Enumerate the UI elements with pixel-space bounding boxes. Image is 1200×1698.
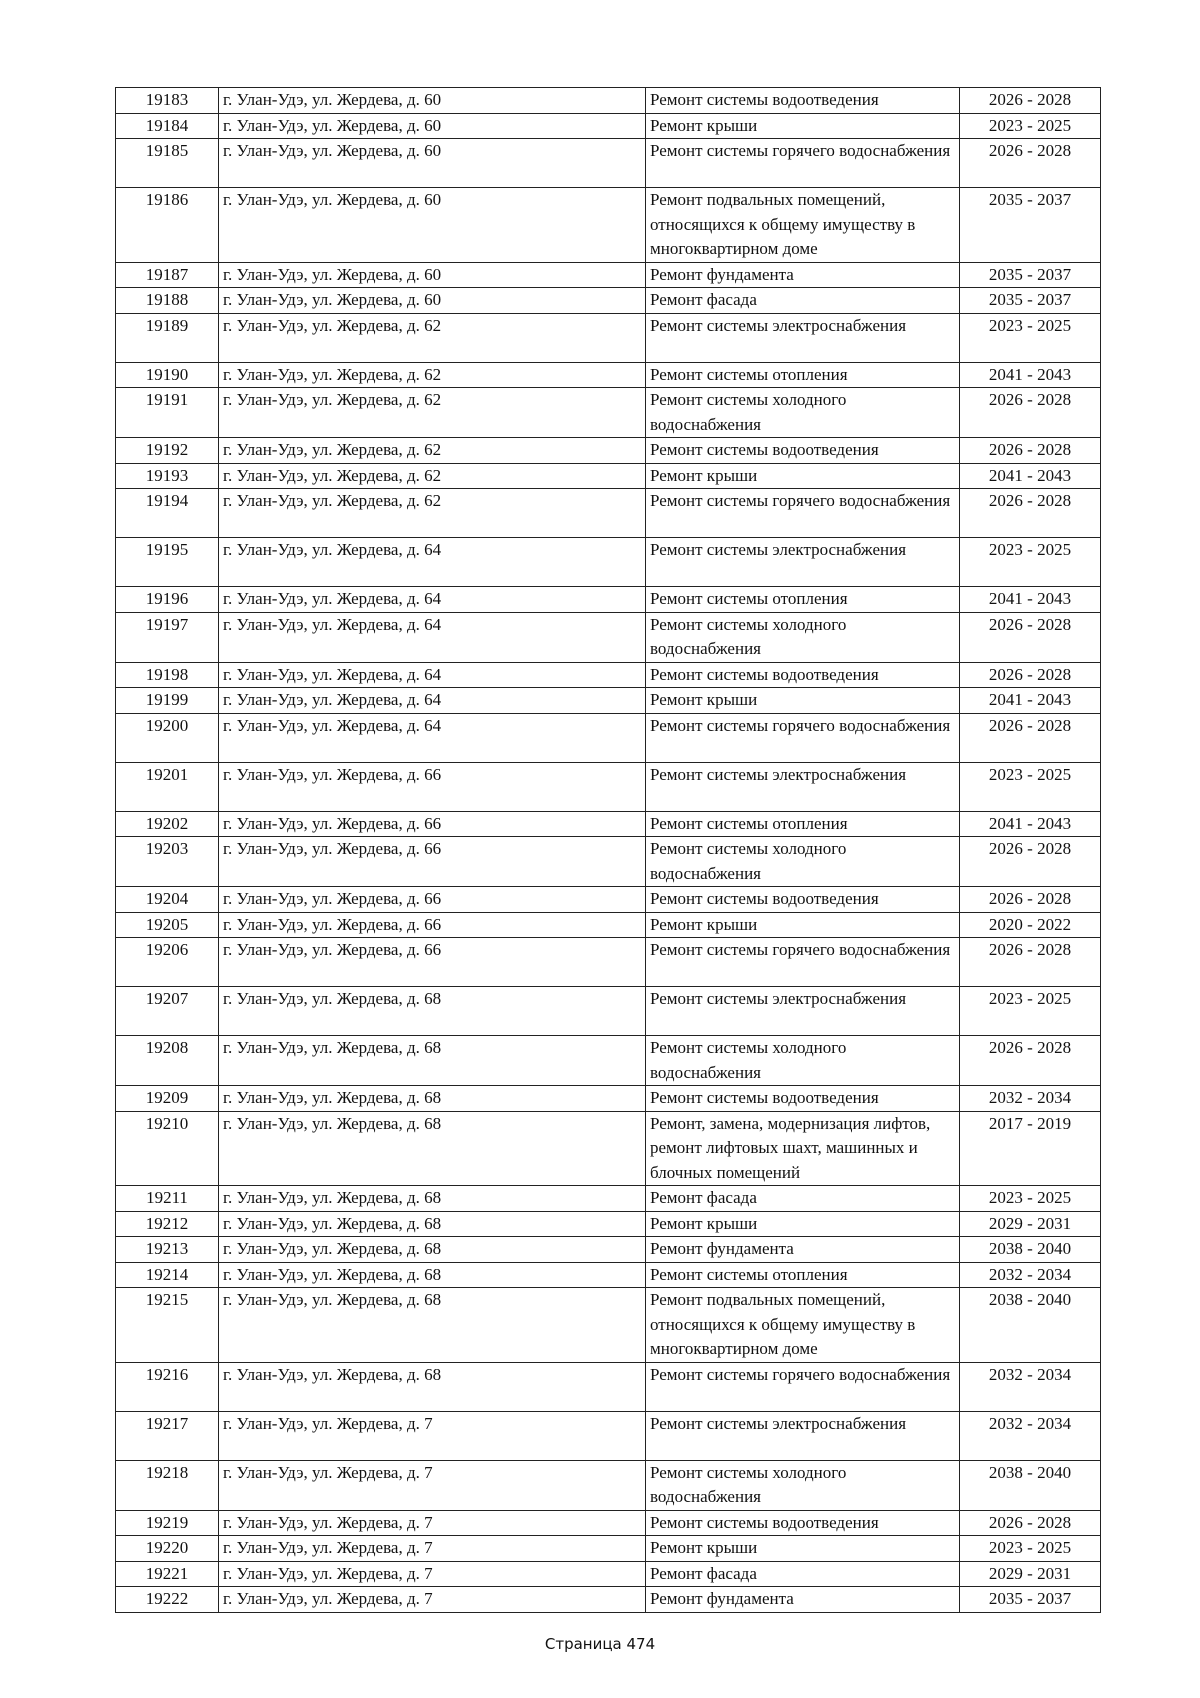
row-work-type: Ремонт, замена, модернизация лифтов, ремонт лифтовых шахт, машинных и блочных помещений: [646, 1111, 960, 1186]
row-number: 19191: [116, 388, 219, 438]
table-row: [116, 438, 1101, 464]
row-number: 19192: [116, 438, 219, 464]
table-row: [116, 88, 1101, 114]
table-row: [116, 1460, 1101, 1510]
row-work-type: Ремонт фундамента: [646, 262, 960, 288]
table-row: [116, 1411, 1101, 1460]
table-row: [116, 1111, 1101, 1186]
row-number: 19193: [116, 463, 219, 489]
row-address: г. Улан-Удэ, ул. Жердева, д. 64: [219, 587, 646, 613]
row-number: 19196: [116, 587, 219, 613]
row-address: г. Улан-Удэ, ул. Жердева, д. 64: [219, 538, 646, 587]
row-work-type: Ремонт фасада: [646, 1561, 960, 1587]
row-period: 2035 - 2037: [960, 1587, 1101, 1613]
row-number: 19211: [116, 1186, 219, 1212]
row-address: г. Улан-Удэ, ул. Жердева, д. 64: [219, 612, 646, 662]
row-number: 19219: [116, 1510, 219, 1536]
row-period: 2029 - 2031: [960, 1211, 1101, 1237]
row-address: г. Улан-Удэ, ул. Жердева, д. 68: [219, 1086, 646, 1112]
row-address: г. Улан-Удэ, ул. Жердева, д. 60: [219, 188, 646, 263]
row-period: 2041 - 2043: [960, 688, 1101, 714]
row-period: 2035 - 2037: [960, 288, 1101, 314]
row-address: г. Улан-Удэ, ул. Жердева, д. 62: [219, 463, 646, 489]
row-work-type: Ремонт системы водоотведения: [646, 438, 960, 464]
row-number: 19206: [116, 938, 219, 987]
row-number: 19188: [116, 288, 219, 314]
table-row: [116, 1211, 1101, 1237]
row-number: 19200: [116, 713, 219, 762]
row-work-type: Ремонт системы отопления: [646, 1262, 960, 1288]
row-number: 19212: [116, 1211, 219, 1237]
row-work-type: Ремонт фундамента: [646, 1237, 960, 1263]
row-address: г. Улан-Удэ, ул. Жердева, д. 66: [219, 837, 646, 887]
row-work-type: Ремонт системы холодного водоснабжения: [646, 1460, 960, 1510]
row-address: г. Улан-Удэ, ул. Жердева, д. 7: [219, 1460, 646, 1510]
row-work-type: Ремонт системы горячего водоснабжения: [646, 489, 960, 538]
row-period: 2038 - 2040: [960, 1460, 1101, 1510]
row-address: г. Улан-Удэ, ул. Жердева, д. 68: [219, 1111, 646, 1186]
row-period: 2032 - 2034: [960, 1262, 1101, 1288]
row-number: 19221: [116, 1561, 219, 1587]
table-row: [116, 987, 1101, 1036]
row-period: 2026 - 2028: [960, 1036, 1101, 1086]
table-row: [116, 1536, 1101, 1562]
table-row: [116, 1262, 1101, 1288]
row-address: г. Улан-Удэ, ул. Жердева, д. 66: [219, 938, 646, 987]
row-address: г. Улан-Удэ, ул. Жердева, д. 62: [219, 438, 646, 464]
table-row: [116, 1237, 1101, 1263]
table-row: [116, 1186, 1101, 1212]
row-period: 2029 - 2031: [960, 1561, 1101, 1587]
row-work-type: Ремонт системы отопления: [646, 587, 960, 613]
row-address: г. Улан-Удэ, ул. Жердева, д. 7: [219, 1510, 646, 1536]
row-period: 2023 - 2025: [960, 762, 1101, 811]
table-row: [116, 489, 1101, 538]
row-number: 19205: [116, 912, 219, 938]
row-work-type: Ремонт системы водоотведения: [646, 1086, 960, 1112]
row-period: 2041 - 2043: [960, 362, 1101, 388]
row-number: 19203: [116, 837, 219, 887]
row-period: 2026 - 2028: [960, 837, 1101, 887]
row-number: 19207: [116, 987, 219, 1036]
row-number: 19213: [116, 1237, 219, 1263]
row-period: 2026 - 2028: [960, 887, 1101, 913]
row-address: г. Улан-Удэ, ул. Жердева, д. 64: [219, 688, 646, 714]
row-work-type: Ремонт системы горячего водоснабжения: [646, 139, 960, 188]
row-work-type: Ремонт системы холодного водоснабжения: [646, 612, 960, 662]
row-address: г. Улан-Удэ, ул. Жердева, д. 68: [219, 1288, 646, 1363]
row-address: г. Улан-Удэ, ул. Жердева, д. 68: [219, 1186, 646, 1212]
row-address: г. Улан-Удэ, ул. Жердева, д. 68: [219, 1262, 646, 1288]
row-period: 2026 - 2028: [960, 88, 1101, 114]
table-row: [116, 938, 1101, 987]
row-work-type: Ремонт системы отопления: [646, 362, 960, 388]
row-number: 19189: [116, 313, 219, 362]
row-number: 19209: [116, 1086, 219, 1112]
row-address: г. Улан-Удэ, ул. Жердева, д. 68: [219, 1036, 646, 1086]
table-row: [116, 887, 1101, 913]
row-period: 2026 - 2028: [960, 938, 1101, 987]
row-number: 19185: [116, 139, 219, 188]
row-address: г. Улан-Удэ, ул. Жердева, д. 62: [219, 362, 646, 388]
row-address: г. Улан-Удэ, ул. Жердева, д. 62: [219, 313, 646, 362]
row-period: 2032 - 2034: [960, 1086, 1101, 1112]
row-work-type: Ремонт крыши: [646, 1211, 960, 1237]
row-work-type: Ремонт системы горячего водоснабжения: [646, 713, 960, 762]
row-number: 19202: [116, 811, 219, 837]
table-row: [116, 262, 1101, 288]
row-number: 19216: [116, 1362, 219, 1411]
row-period: 2017 - 2019: [960, 1111, 1101, 1186]
row-work-type: Ремонт системы электроснабжения: [646, 313, 960, 362]
row-period: 2026 - 2028: [960, 489, 1101, 538]
row-work-type: Ремонт системы водоотведения: [646, 88, 960, 114]
row-address: г. Улан-Удэ, ул. Жердева, д. 62: [219, 489, 646, 538]
row-number: 19217: [116, 1411, 219, 1460]
row-number: 19215: [116, 1288, 219, 1363]
row-address: г. Улан-Удэ, ул. Жердева, д. 7: [219, 1561, 646, 1587]
row-period: 2026 - 2028: [960, 1510, 1101, 1536]
table-row: [116, 362, 1101, 388]
row-number: 19214: [116, 1262, 219, 1288]
table-row: [116, 188, 1101, 263]
row-work-type: Ремонт системы горячего водоснабжения: [646, 938, 960, 987]
table-row: [116, 662, 1101, 688]
row-number: 19198: [116, 662, 219, 688]
row-period: 2020 - 2022: [960, 912, 1101, 938]
table-row: [116, 538, 1101, 587]
row-work-type: Ремонт крыши: [646, 1536, 960, 1562]
row-address: г. Улан-Удэ, ул. Жердева, д. 66: [219, 912, 646, 938]
row-address: г. Улан-Удэ, ул. Жердева, д. 64: [219, 662, 646, 688]
row-work-type: Ремонт крыши: [646, 463, 960, 489]
table-row: [116, 1036, 1101, 1086]
row-address: г. Улан-Удэ, ул. Жердева, д. 68: [219, 1362, 646, 1411]
table-row: [116, 587, 1101, 613]
row-number: 19194: [116, 489, 219, 538]
row-address: г. Улан-Удэ, ул. Жердева, д. 60: [219, 113, 646, 139]
row-address: г. Улан-Удэ, ул. Жердева, д. 7: [219, 1587, 646, 1613]
row-number: 19218: [116, 1460, 219, 1510]
table-row: [116, 139, 1101, 188]
row-period: 2032 - 2034: [960, 1411, 1101, 1460]
table-row: [116, 1561, 1101, 1587]
row-address: г. Улан-Удэ, ул. Жердева, д. 66: [219, 887, 646, 913]
row-period: 2038 - 2040: [960, 1288, 1101, 1363]
table-row: [116, 612, 1101, 662]
row-number: 19210: [116, 1111, 219, 1186]
row-period: 2023 - 2025: [960, 1186, 1101, 1212]
table-row: [116, 388, 1101, 438]
row-number: 19190: [116, 362, 219, 388]
row-period: 2026 - 2028: [960, 662, 1101, 688]
table-row: [116, 313, 1101, 362]
table-row: [116, 912, 1101, 938]
row-address: г. Улан-Удэ, ул. Жердева, д. 66: [219, 811, 646, 837]
row-work-type: Ремонт фасада: [646, 288, 960, 314]
row-number: 19201: [116, 762, 219, 811]
row-number: 19222: [116, 1587, 219, 1613]
table-row: [116, 113, 1101, 139]
row-work-type: Ремонт фасада: [646, 1186, 960, 1212]
row-address: г. Улан-Удэ, ул. Жердева, д. 68: [219, 1211, 646, 1237]
table-row: [116, 811, 1101, 837]
row-period: 2023 - 2025: [960, 538, 1101, 587]
row-work-type: Ремонт крыши: [646, 113, 960, 139]
row-work-type: Ремонт системы электроснабжения: [646, 987, 960, 1036]
row-period: 2026 - 2028: [960, 388, 1101, 438]
row-address: г. Улан-Удэ, ул. Жердева, д. 64: [219, 713, 646, 762]
table-row: [116, 1288, 1101, 1363]
table-row: [116, 1362, 1101, 1411]
row-address: г. Улан-Удэ, ул. Жердева, д. 7: [219, 1411, 646, 1460]
row-period: 2023 - 2025: [960, 1536, 1101, 1562]
row-number: 19204: [116, 887, 219, 913]
row-period: 2023 - 2025: [960, 113, 1101, 139]
table-row: [116, 1510, 1101, 1536]
row-period: 2026 - 2028: [960, 139, 1101, 188]
row-period: 2032 - 2034: [960, 1362, 1101, 1411]
row-address: г. Улан-Удэ, ул. Жердева, д. 66: [219, 762, 646, 811]
row-work-type: Ремонт системы горячего водоснабжения: [646, 1362, 960, 1411]
table-row: [116, 463, 1101, 489]
row-period: 2035 - 2037: [960, 188, 1101, 263]
row-work-type: Ремонт системы водоотведения: [646, 662, 960, 688]
row-work-type: Ремонт системы водоотведения: [646, 887, 960, 913]
row-address: г. Улан-Удэ, ул. Жердева, д. 68: [219, 987, 646, 1036]
row-number: 19183: [116, 88, 219, 114]
row-period: 2026 - 2028: [960, 438, 1101, 464]
table-row: [116, 762, 1101, 811]
table-row: [116, 1086, 1101, 1112]
row-number: 19197: [116, 612, 219, 662]
table-body: [116, 88, 1101, 1613]
row-work-type: Ремонт системы холодного водоснабжения: [646, 1036, 960, 1086]
row-period: 2038 - 2040: [960, 1237, 1101, 1263]
row-work-type: Ремонт системы электроснабжения: [646, 1411, 960, 1460]
row-period: 2041 - 2043: [960, 811, 1101, 837]
row-number: 19187: [116, 262, 219, 288]
row-period: 2035 - 2037: [960, 262, 1101, 288]
row-period: 2023 - 2025: [960, 987, 1101, 1036]
page-number: Страница 474: [544, 1635, 656, 1653]
row-address: г. Улан-Удэ, ул. Жердева, д. 60: [219, 139, 646, 188]
row-work-type: Ремонт крыши: [646, 688, 960, 714]
row-number: 19208: [116, 1036, 219, 1086]
table-row: [116, 288, 1101, 314]
row-work-type: Ремонт крыши: [646, 912, 960, 938]
row-work-type: Ремонт системы отопления: [646, 811, 960, 837]
row-address: г. Улан-Удэ, ул. Жердева, д. 68: [219, 1237, 646, 1263]
row-address: г. Улан-Удэ, ул. Жердева, д. 60: [219, 262, 646, 288]
row-work-type: Ремонт системы электроснабжения: [646, 762, 960, 811]
table-row: [116, 837, 1101, 887]
row-number: 19184: [116, 113, 219, 139]
row-period: 2041 - 2043: [960, 587, 1101, 613]
row-address: г. Улан-Удэ, ул. Жердева, д. 62: [219, 388, 646, 438]
row-work-type: Ремонт подвальных помещений, относящихся к общему имуществу в многоквартирном доме: [646, 188, 960, 263]
table-row: [116, 1587, 1101, 1613]
table-row: [116, 713, 1101, 762]
row-period: 2041 - 2043: [960, 463, 1101, 489]
row-work-type: Ремонт системы холодного водоснабжения: [646, 837, 960, 887]
row-number: 19186: [116, 188, 219, 263]
row-number: 19220: [116, 1536, 219, 1562]
row-period: 2026 - 2028: [960, 612, 1101, 662]
row-work-type: Ремонт системы холодного водоснабжения: [646, 388, 960, 438]
table-row: [116, 688, 1101, 714]
row-period: 2026 - 2028: [960, 713, 1101, 762]
row-work-type: Ремонт системы электроснабжения: [646, 538, 960, 587]
row-address: г. Улан-Удэ, ул. Жердева, д. 60: [219, 88, 646, 114]
row-work-type: Ремонт системы водоотведения: [646, 1510, 960, 1536]
row-period: 2023 - 2025: [960, 313, 1101, 362]
row-address: г. Улан-Удэ, ул. Жердева, д. 60: [219, 288, 646, 314]
row-address: г. Улан-Удэ, ул. Жердева, д. 7: [219, 1536, 646, 1562]
row-number: 19195: [116, 538, 219, 587]
row-number: 19199: [116, 688, 219, 714]
repair-schedule-table: [115, 87, 1101, 1613]
row-work-type: Ремонт подвальных помещений, относящихся к общему имуществу в многоквартирном доме: [646, 1288, 960, 1363]
row-work-type: Ремонт фундамента: [646, 1587, 960, 1613]
